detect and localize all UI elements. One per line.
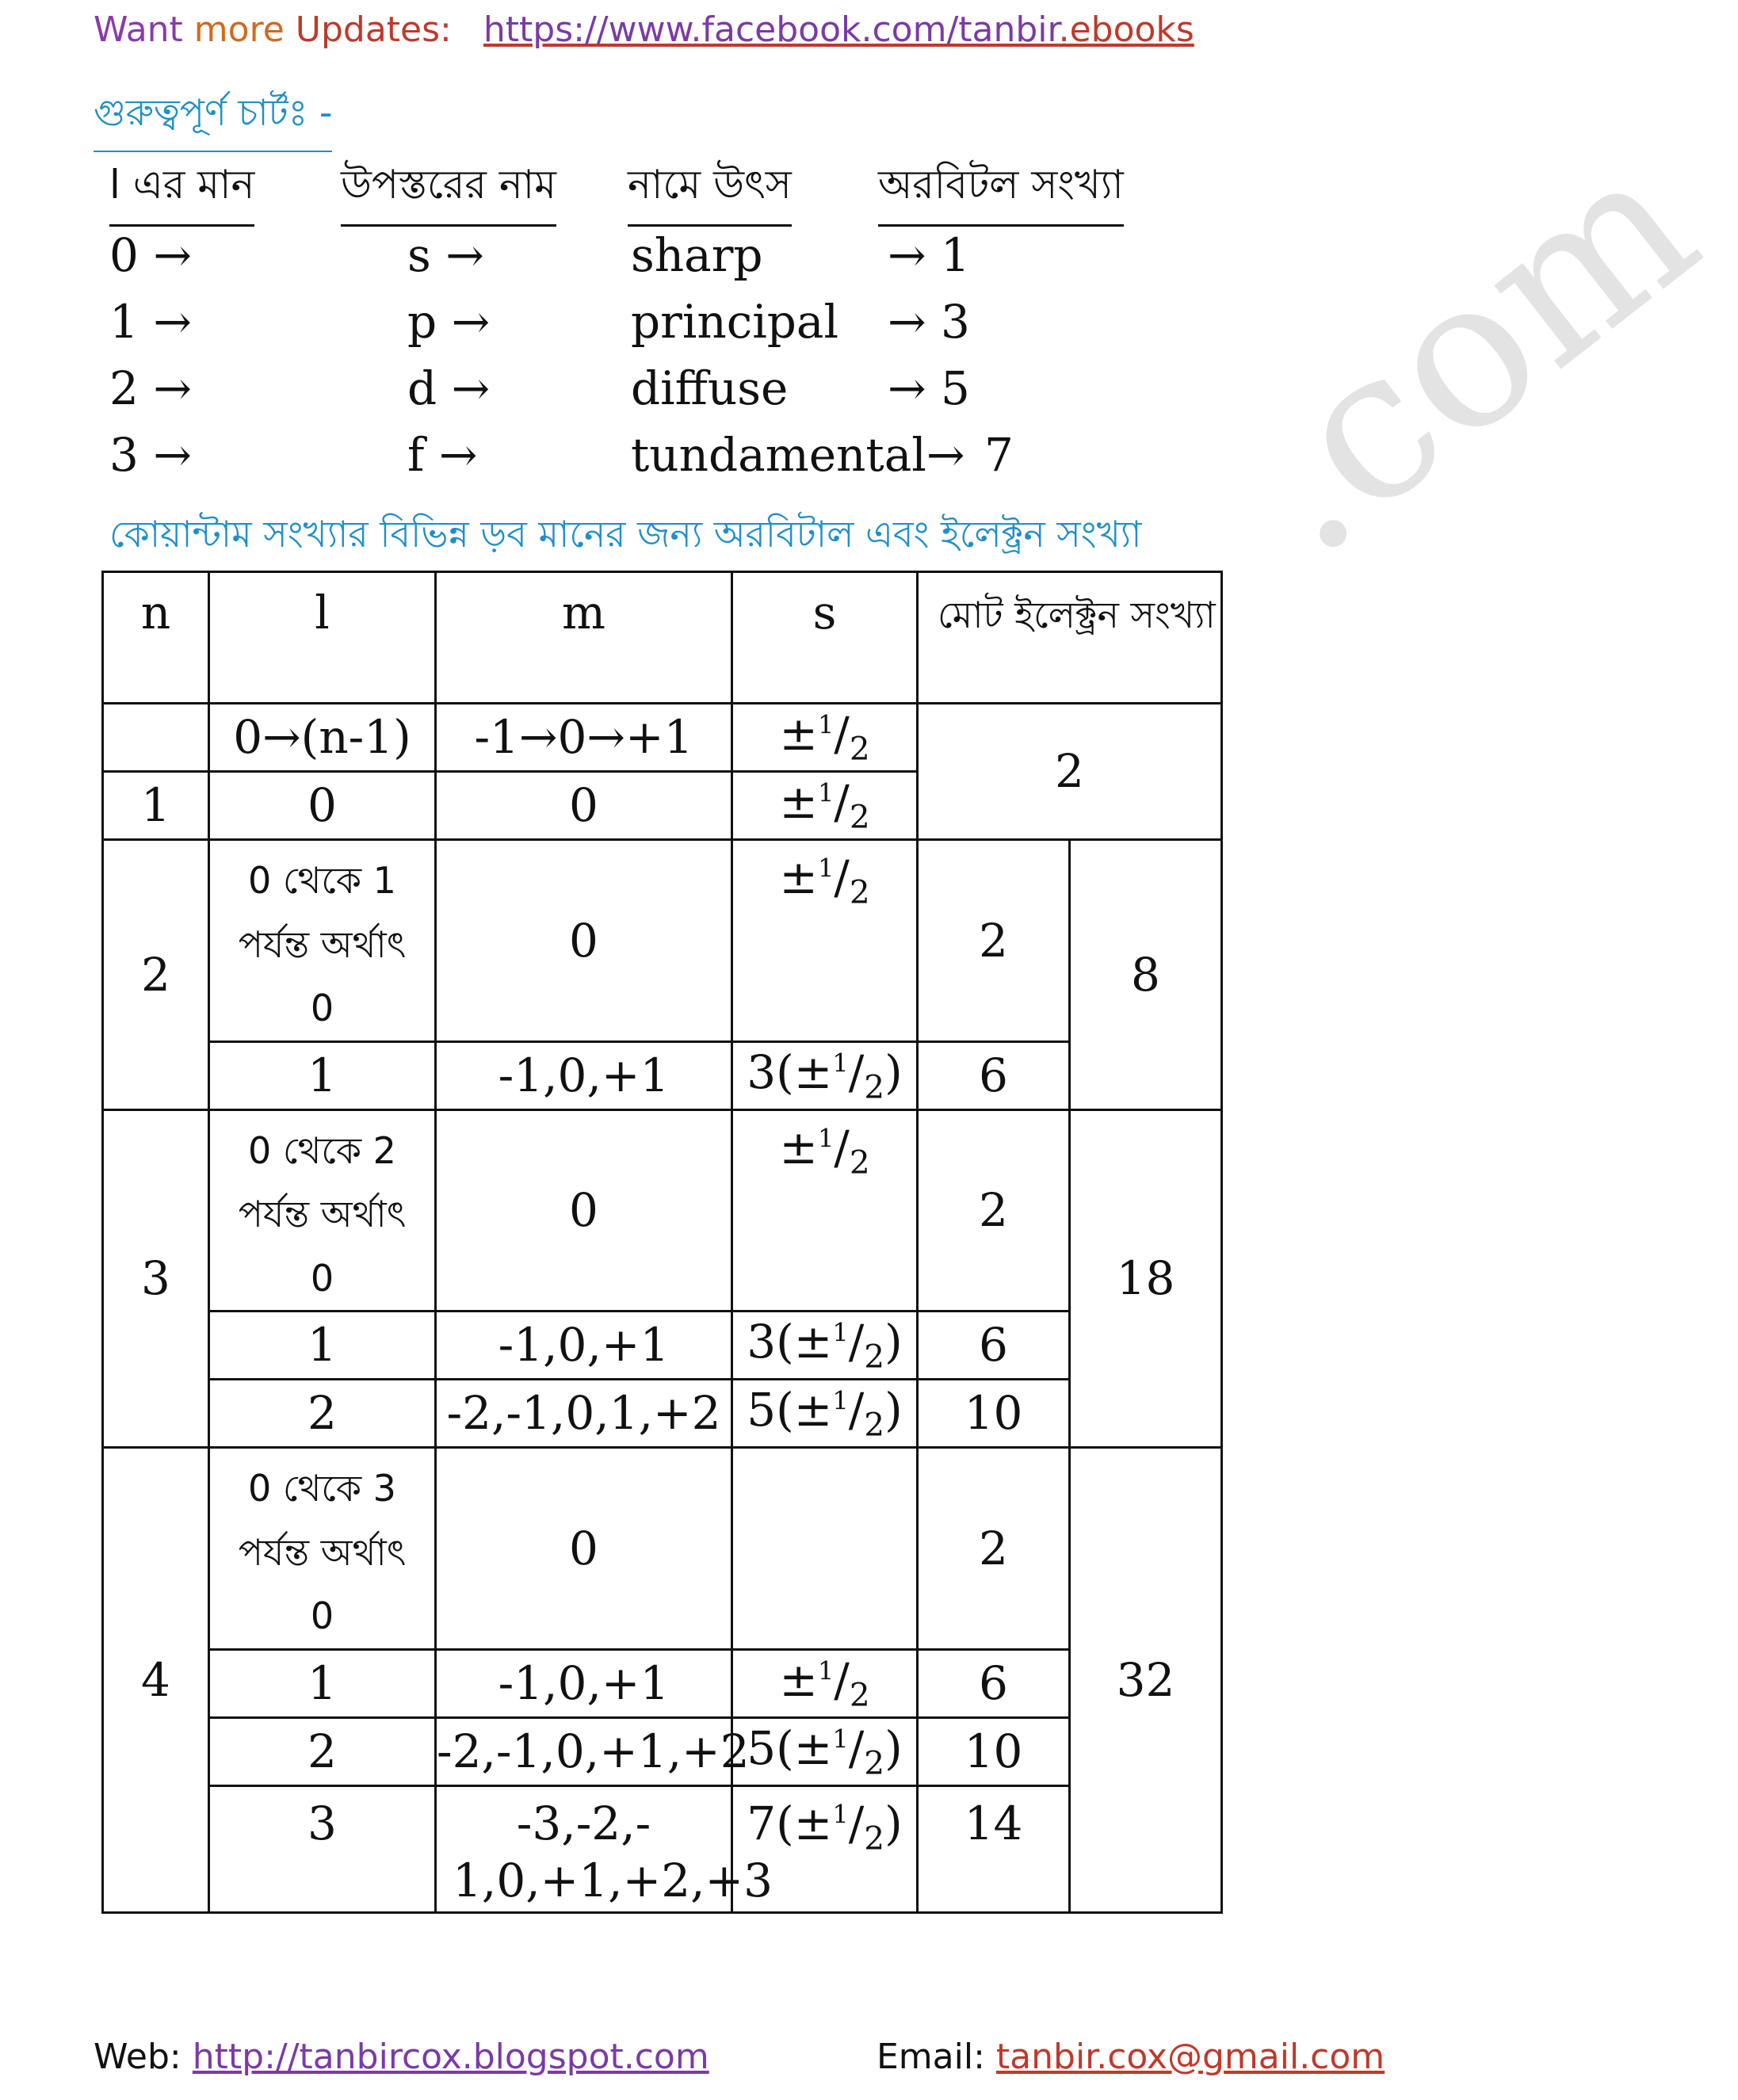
cell-total-shell-2: 8 — [1070, 840, 1222, 1110]
chart-l-value: 1 → — [109, 295, 192, 349]
cell-l: 2 — [209, 1380, 436, 1448]
quantum-number-table — [101, 571, 1223, 1914]
footer-web-label: Web: — [94, 2037, 181, 2077]
cell-s-half: $\pm^1/_2$ — [732, 704, 918, 772]
email-link[interactable]: tanbir.cox@gmail.com — [995, 2037, 1385, 2077]
chart-header-orbitals: অরবিটল সংখ্যা — [878, 155, 1124, 227]
chart-orbital-count: → 3 — [888, 295, 970, 349]
cell-m: 0 — [436, 1109, 732, 1312]
chart-l-value: 2 → — [109, 361, 192, 415]
chart-origin: tundamental→ — [631, 428, 965, 482]
chart-origin: principal — [631, 295, 839, 349]
cell-n-4: 4 — [103, 1448, 209, 1913]
cell-n-2: 2 — [103, 840, 209, 1110]
chart-subshell: d → — [407, 361, 491, 415]
header-total-electrons: মোট ইলেক্ট্রন সংখ্যা — [918, 572, 1222, 704]
header-n: n — [103, 572, 209, 704]
cell-s-half: $\pm^1/_2$ — [732, 1109, 918, 1312]
blog-link[interactable]: http://tanbircox.blogspot.com — [192, 2037, 709, 2077]
header-m: m — [436, 572, 732, 704]
chart-l-value: 3 → — [109, 428, 192, 482]
table-row — [103, 704, 1222, 772]
cell-m: 0 — [436, 1448, 732, 1650]
chart-subshell: p → — [407, 295, 491, 349]
chart-origin: sharp — [631, 228, 763, 282]
cell-m: -2,-1,0,+1,+2 — [436, 1717, 732, 1785]
orbital-chart — [109, 155, 1140, 488]
cell-s-half: $\pm^1/_2$ — [732, 772, 918, 840]
chart-orbital-count: → 5 — [888, 361, 970, 415]
cell-l: 1 — [209, 1041, 436, 1109]
table-row — [103, 1312, 1222, 1380]
chart-subshell: f → — [407, 428, 478, 482]
cell-electrons: 14 — [918, 1785, 1070, 1912]
cell-s-empty — [732, 1448, 918, 1650]
table-row — [103, 1649, 1222, 1717]
cell-l: 2 — [209, 1717, 436, 1785]
table-row — [103, 1785, 1222, 1912]
watermark: .com — [1197, 104, 1738, 601]
chart-orbital-count: → 1 — [888, 228, 970, 282]
cell-l-general: 0→(n-1) — [209, 704, 436, 772]
table-row — [103, 1380, 1222, 1448]
facebook-link[interactable] — [483, 10, 1194, 50]
cell-m: 0 — [436, 772, 732, 840]
important-chart-heading: গুরুত্বপূর্ণ চার্টঃ - — [94, 86, 332, 152]
table-row — [103, 840, 1222, 1042]
cell-total-shell-1: 2 — [918, 704, 1222, 840]
cell-n-3: 3 — [103, 1109, 209, 1448]
header-l: l — [209, 572, 436, 704]
cell-l: 1 — [209, 1649, 436, 1717]
cell-l: 3 — [209, 1785, 436, 1912]
cell-total-shell-4: 32 — [1070, 1448, 1222, 1913]
footer-web — [94, 2037, 709, 2077]
table-row — [103, 1041, 1222, 1109]
header-word-updates: Updates: — [295, 10, 452, 50]
cell-electrons: 6 — [918, 1312, 1070, 1380]
cell-electrons: 6 — [918, 1649, 1070, 1717]
footer-email — [877, 2037, 1385, 2077]
header-s: s — [732, 572, 918, 704]
cell-s-3-half: $3(\pm^1/_2)$ — [732, 1312, 918, 1380]
cell-electrons: 10 — [918, 1717, 1070, 1785]
cell-s-half: $\pm^1/_2$ — [732, 1649, 918, 1717]
table-row — [103, 1109, 1222, 1312]
cell-electrons: 2 — [918, 840, 1070, 1042]
cell-m: -1,0,+1 — [436, 1312, 732, 1380]
cell-n-empty — [103, 704, 209, 772]
cell-s-7-half: $7(\pm^1/_2)$ — [732, 1785, 918, 1912]
header-banner — [94, 10, 1194, 50]
cell-electrons: 2 — [918, 1448, 1070, 1650]
cell-l: 1 — [209, 1312, 436, 1380]
cell-total-shell-3: 18 — [1070, 1109, 1222, 1448]
cell-m-general: -1→0→+1 — [436, 704, 732, 772]
cell-m: 0 — [436, 840, 732, 1042]
chart-header-subshell: উপস্তরের নাম — [341, 155, 556, 227]
cell-s-5-half: $5(\pm^1/_2)$ — [732, 1717, 918, 1785]
cell-n-1: 1 — [103, 772, 209, 840]
cell-electrons: 6 — [918, 1041, 1070, 1109]
chart-orbital-count: 7 — [984, 428, 1014, 482]
chart-subshell: s → — [407, 228, 484, 282]
chart-header-origin: নামে উৎস — [628, 155, 792, 227]
table-row — [103, 1717, 1222, 1785]
cell-m: -1,0,+1 — [436, 1041, 732, 1109]
cell-l: 0 — [209, 772, 436, 840]
chart-origin: diffuse — [631, 361, 789, 415]
chart-header-l-value: l এর মান — [109, 155, 254, 227]
cell-m: -2,-1,0,1,+2 — [436, 1380, 732, 1448]
chart-l-value: 0 → — [109, 228, 192, 282]
cell-s-3-half: $3(\pm^1/_2)$ — [732, 1041, 918, 1109]
cell-s-5-half: $5(\pm^1/_2)$ — [732, 1380, 918, 1448]
cell-l-range: 0 থেকে 1 পর্যন্ত অর্থাৎ 0 — [209, 840, 436, 1042]
cell-s-half: $\pm^1/_2$ — [732, 840, 918, 1042]
facebook-link-tail: .ebooks — [1058, 10, 1194, 50]
cell-electrons: 2 — [918, 1109, 1070, 1312]
cell-m: -1,0,+1 — [436, 1649, 732, 1717]
cell-l-range: 0 থেকে 3 পর্যন্ত অর্থাৎ 0 — [209, 1448, 436, 1650]
cell-m: -3,-2,- 1,0,+1,+2,+3 — [436, 1785, 732, 1912]
header-word-more: more — [193, 10, 285, 50]
facebook-link-main: https://www.facebook.com/tanbir — [483, 10, 1059, 50]
header-word-want: Want — [94, 10, 183, 50]
quantum-table-heading: কোয়ান্টাম সংখ্যার বিভিন্ন ড়ব মানের জন্য অরবিটাল এবং ইলেক্ট্রন সংখ্যা — [109, 507, 1141, 572]
cell-electrons: 10 — [918, 1380, 1070, 1448]
table-header-row — [103, 572, 1222, 704]
footer-email-label: Email: — [877, 2037, 985, 2077]
cell-l-range: 0 থেকে 2 পর্যন্ত অর্থাৎ 0 — [209, 1109, 436, 1312]
table-row — [103, 1448, 1222, 1650]
